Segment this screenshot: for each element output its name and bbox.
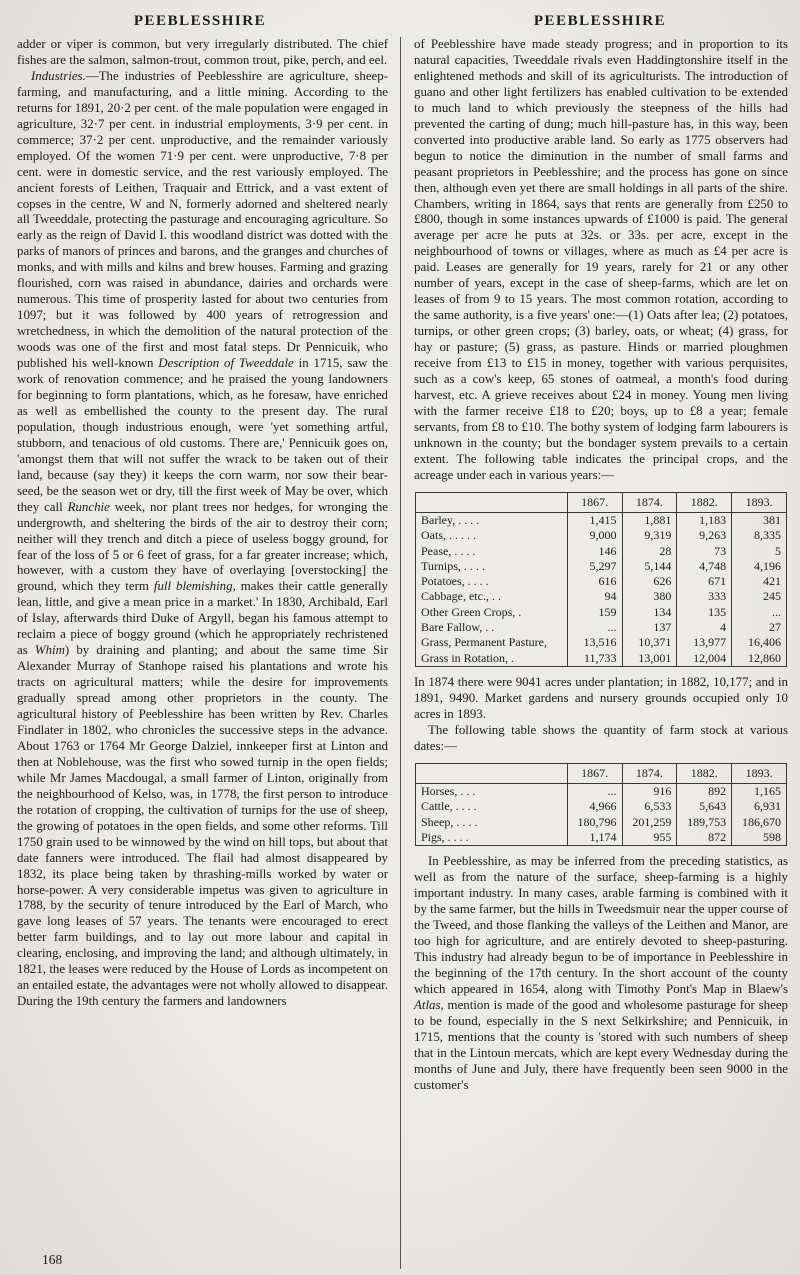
table-value-cell: 616 — [567, 574, 622, 589]
table-value-cell: ... — [732, 605, 787, 620]
running-heads — [0, 0, 800, 30]
table-value-cell: 1,183 — [677, 512, 732, 528]
table-value-cell: 598 — [732, 830, 787, 846]
table-header-cell: 1893. — [732, 763, 787, 783]
table-value-cell: 137 — [622, 620, 677, 635]
farm-stock-table-container — [415, 763, 787, 846]
table-value-cell: 4,748 — [677, 559, 732, 574]
table-value-cell: 94 — [567, 589, 622, 604]
table-row — [416, 574, 787, 589]
paragraph: adder or viper is common, but very irregularly distributed. The chief fishes are the salmon, salmon-trout, common trout, pike, perch, and eel. — [17, 37, 388, 67]
row-label-cell: Sheep, . . . . — [421, 814, 478, 829]
paragraph: of Peeblesshire have made steady progress; and in proportion to its natural capacities, Tweeddale rivals even Haddingtonshire itself in the enlightened methods and skill of its agriculturists. The introduction of guano and other light fertilizers has enabled cultivation to be extended to much land to which previously the steepness of the hills had prevented the carting of dung; much hill-pasture has, in this way, been converted into productive arable land. So early as 1775 observers had begun to notice the diminution in the number of small farms and peasant proprietors in Peeblesshire; and the process has gone on since then, although even yet there are small holdings in all parts of the shire. Chambers, writing in 1864, says that rents are generally from £250 to £800, though in some instances upwards of £1000 is paid. The general average per acre he puts at 32s. or 33s. per acre, except in the neighbourhood of towns or villages, where as much as £4 per acre is paid. Leases are generally for 19 years, rarely for 21 or any other number of years, except in the case of sheep-farms, which are let on leases of from 9 to 15 years. The most common rotation, according to the same authority, is a five years' one:—(1) Oats after lea; (2) potatoes, turnips, or other green crops; (3) barley, oats, or wheat; (4) grass, for hay or pasture; (5) grass, as pasture. Hinds or married ploughmen receive from £13 to £15 in money, together with various perquisites, such as a cow's keep, 65 stones of oatmeal, a month's food during harvest, etc. A grieve receives about £24 in money. Young men living with the farmer receive £18 to £20; boys, up to £8 a year; female servants, from £8 to £10. The bothy system of lodging farm labourers is unknown in the county; but the bondager system prevails to a certain extent. The following table indicates the principal crops, and the acreage under each in various years:— — [414, 37, 788, 482]
data-table — [415, 492, 787, 667]
table-row — [416, 620, 787, 635]
table-header-cell: 1882. — [677, 492, 732, 512]
table-value-cell: 4 — [677, 620, 732, 635]
row-label-cell: Oats, . . . . . — [421, 528, 476, 543]
running-header-left: PEEBLESSHIRE — [133, 13, 267, 29]
table-row — [416, 815, 787, 830]
table-row — [416, 784, 787, 800]
row-label-cell: Barley, . . . . — [421, 512, 480, 527]
table-value-cell: 16,406 — [732, 635, 787, 650]
right-column-intro-text — [414, 37, 788, 484]
text-columns — [0, 37, 800, 1269]
table-value-cell: 13,977 — [677, 635, 732, 650]
left-column-text — [17, 37, 388, 1010]
table-value-cell: 180,796 — [567, 815, 622, 830]
table-header-cell: 1874. — [622, 763, 677, 783]
row-label-cell: Turnips, . . . . — [421, 558, 485, 573]
row-label-cell: Cabbage, etc., . . — [421, 589, 501, 604]
table-row — [416, 544, 787, 559]
table-value-cell: 892 — [677, 784, 732, 800]
table-value-cell: 186,670 — [732, 815, 787, 830]
paragraph: In 1874 there were 9041 acres under plantation; in 1882, 10,177; and in 1891, 9490. Market gardens and nursery grounds occupied only 10 acres in 1893. — [414, 674, 788, 721]
table-row — [416, 799, 787, 814]
table-value-cell: 626 — [622, 574, 677, 589]
row-label-cell: Horses, . . . — [421, 784, 476, 799]
page-number: 168 — [42, 1252, 63, 1267]
table-header-cell: 1867. — [567, 492, 622, 512]
row-label-cell: Grass, Permanent Pasture, — [421, 635, 547, 650]
table-value-cell: 9,263 — [677, 528, 732, 543]
right-column — [400, 37, 800, 1269]
table-row — [416, 589, 787, 604]
table-row — [416, 512, 787, 528]
table-value-cell: 13,516 — [567, 635, 622, 650]
paragraph: The following table shows the quantity of farm stock at various dates:— — [414, 722, 788, 753]
table-row — [416, 635, 787, 650]
table-value-cell: 6,533 — [622, 799, 677, 814]
table-value-cell: 28 — [622, 544, 677, 559]
data-table — [415, 763, 787, 846]
table-value-cell: 671 — [677, 574, 732, 589]
table-value-cell: 189,753 — [677, 815, 732, 830]
table-value-cell: 135 — [677, 605, 732, 620]
table-value-cell: 27 — [732, 620, 787, 635]
table-value-cell: 421 — [732, 574, 787, 589]
table-value-cell: 5,297 — [567, 559, 622, 574]
table-value-cell: 159 — [567, 605, 622, 620]
table-value-cell: ... — [567, 620, 622, 635]
table-value-cell: 916 — [622, 784, 677, 800]
table-value-cell: 1,415 — [567, 512, 622, 528]
table-header-row — [416, 763, 787, 783]
table-row — [416, 528, 787, 543]
table-header-cell — [416, 492, 568, 512]
table-header-cell — [416, 763, 568, 783]
table-row — [416, 559, 787, 574]
table-value-cell: 380 — [622, 589, 677, 604]
table-value-cell: 10,371 — [622, 635, 677, 650]
table-value-cell: 73 — [677, 544, 732, 559]
table-value-cell: 955 — [622, 830, 677, 846]
row-label-cell: Grass in Rotation, . — [421, 650, 514, 665]
table-value-cell: 134 — [622, 605, 677, 620]
table-value-cell: 201,259 — [622, 815, 677, 830]
table-value-cell: 9,000 — [567, 528, 622, 543]
table-header-cell: 1874. — [622, 492, 677, 512]
table-value-cell: 9,319 — [622, 528, 677, 543]
table-header-cell: 1893. — [732, 492, 787, 512]
row-label-cell: Cattle, . . . . — [421, 799, 477, 814]
table-value-cell: 4,966 — [567, 799, 622, 814]
row-label-cell: Bare Fallow, . . — [421, 620, 495, 635]
table-value-cell: 5,144 — [622, 559, 677, 574]
crops-acreage-table-container — [415, 492, 787, 667]
right-column-closing-text — [414, 854, 788, 1093]
table-row — [416, 605, 787, 620]
table-value-cell: 4,196 — [732, 559, 787, 574]
row-label-cell: Pigs, . . . . — [421, 829, 469, 844]
table-value-cell: 12,860 — [732, 651, 787, 667]
table-value-cell: ... — [567, 784, 622, 800]
table-value-cell: 11,733 — [567, 651, 622, 667]
paragraph: In Peeblesshire, as may be inferred from the preceding statistics, as well as from the nature of the surface, sheep-farming is a highly important industry. In many cases, arable farming is combined with it by the same farmer, but the hills in Tweedsmuir near the upper course of the Tweed, and those flanking the valleys of the Leithen and Manor, are too high for agriculture, and are entirely devoted to sheep-pasturing. This industry had already begun to be of importance in Peeblesshire in the beginning of the 17th century. In the short account of the county which appeared in 1654, along with Timothy Pont's Map in Blaew's Atlas, mention is made of the good and wholesome pasturage for sheep to be found, especially in the S next Selkirkshire; and Pennicuik, in 1715, mentions that the county is 'stored with such numbers of sheep that in the Lintoun mercats, which are kept every Wednesday during the months of June and July, there have frequently been seen 9000 in the customer's — [414, 854, 788, 1092]
row-label-cell: Potatoes, . . . . — [421, 574, 489, 589]
table-value-cell: 1,881 — [622, 512, 677, 528]
table-row — [416, 651, 787, 667]
table-header-cell: 1882. — [677, 763, 732, 783]
table-value-cell: 146 — [567, 544, 622, 559]
table-value-cell: 8,335 — [732, 528, 787, 543]
table-row — [416, 830, 787, 846]
table-value-cell: 5 — [732, 544, 787, 559]
table-value-cell: 333 — [677, 589, 732, 604]
table-value-cell: 872 — [677, 830, 732, 846]
table-value-cell: 1,165 — [732, 784, 787, 800]
table-header-cell: 1867. — [567, 763, 622, 783]
paragraph: Industries.—The industries of Peeblesshire are agriculture, sheep-farming, and manufacturing, and a little mining. According to the returns for 1891, 20·2 per cent. of the male population were engaged in agriculture, 32·7 per cent. in industrial employments, 3·9 per cent. in commerce; 37·2 per cent. unproductive, and the remainder variously employed. Of the women 71·9 per cent. were unproductive, 7·8 per cent. were in domestic service, and the rest variously employed. The ancient forests of Leithen, Traquair and Ettrick, and a vast extent of copses in the centre, W and N, formerly adorned and sheltered nearly all Tweeddale, protecting the pasturage and encouraging agriculture. So early as the reign of David I. this woodland district was dotted with the parks of manors of princes and barons, and the granges and churches of monks, and with mills and kilns and brew houses. Farming and grazing flourished, corn was raised in abundance, dairies and orchards were numerous. This time of prosperity lasted for about two centuries from 1097; but it was followed by 400 years of retrogression and wretchedness, in which the demolition of the natural protection of the woods was one of the first and most fatal steps. Dr Pennicuik, who published his well-known Description of Tweeddale in 1715, saw the work of renovation commence; and he praised the young landowners for beginning to form plantations, which, as he foresaw, have enriched as well as embellished the county to the present day. The rural population, though industrious enough, were 'yet something artful, stubborn, and tenacious of old customs. There are,' Pennicuik goes on, 'amongst them that will not suffer the wrack to be taken out of their land, because (say they) it keeps the corn warm, nor sow their bear-seed, be the season wet or dry, till the first week of May be over, which they call Runchie week, nor plant trees nor hedges, for wronging the undergrowth, and sheltering the birds of the air to destroy their corn; neither will they trench and ditch a piece of useless boggy ground, for fear of the loss of 5 or 6 feet of grass, for a far greater increase; which, however, with a custom they have of overlaying [overstocking] the ground, which they term full blemishing, makes their cattle generally lean, little, and give a mean price in a market.' In 1830, Archibald, Earl of Islay, afterwards third Duke of Argyll, began his famous attempt to reclaim a piece of boggy ground (which he appropriately rechristened as Whim) by draining and planting; and about the same time Sir Alexander Murray of Stanhope raised his plantations and wrote his tracts on agricultural matters; while the desire for improvements gradually spread among other proprietors in the county. The agricultural history of Peeblesshire has been written by Rev. Charles Findlater in 1802, who chronicles the successive steps in the advance. About 1763 or 1764 Mr George Dalziel, innkeeper first at Linton and then at Noblehouse, was the first who sowed turnip in the open fields; while Mr James Macdougal, a small farmer of Linton, originally from the neighbourhood of Kelso, was, in 1778, the first person to introduce the rotation of cropping, the cultivation of turnips for the use of sheep, the growing of potatoes in the open fields, and some other reforms. Till 1750 grain used to be winnowed by the wind on hill tops, but about that date fanners were introduced. The flail had almost disappeared by 1832, its place being taken by thrashing-mills worked by water or horse-power. A very considerable impetus was given to agriculture in 1788, by the security of tenure introduced by the Earl of March, who gave long leases of 57 years. The tenants were encouraged to erect better farm buildings, and to lay out more labour and capital in clearing, enclosing, and improving the land; and although ultimately, in 1821, the leases were reduced by the House of Lords as incompetent on an entailed estate, the advantages were not wholly allowed to disappear. During the 19th century the farmers and landowners — [17, 68, 389, 1009]
right-column-middle-text — [414, 675, 788, 755]
table-value-cell: 6,931 — [732, 799, 787, 814]
left-column — [0, 37, 400, 1269]
table-value-cell: 381 — [732, 512, 787, 528]
table-value-cell: 245 — [732, 589, 787, 604]
table-value-cell: 12,004 — [677, 651, 732, 667]
table-value-cell: 5,643 — [677, 799, 732, 814]
running-header-right: PEEBLESSHIRE — [533, 13, 667, 29]
table-value-cell: 13,001 — [622, 651, 677, 667]
row-label-cell: Pease, . . . . — [421, 543, 476, 558]
table-value-cell: 1,174 — [567, 830, 622, 846]
row-label-cell: Other Green Crops, . — [421, 604, 522, 619]
table-header-row — [416, 492, 787, 512]
